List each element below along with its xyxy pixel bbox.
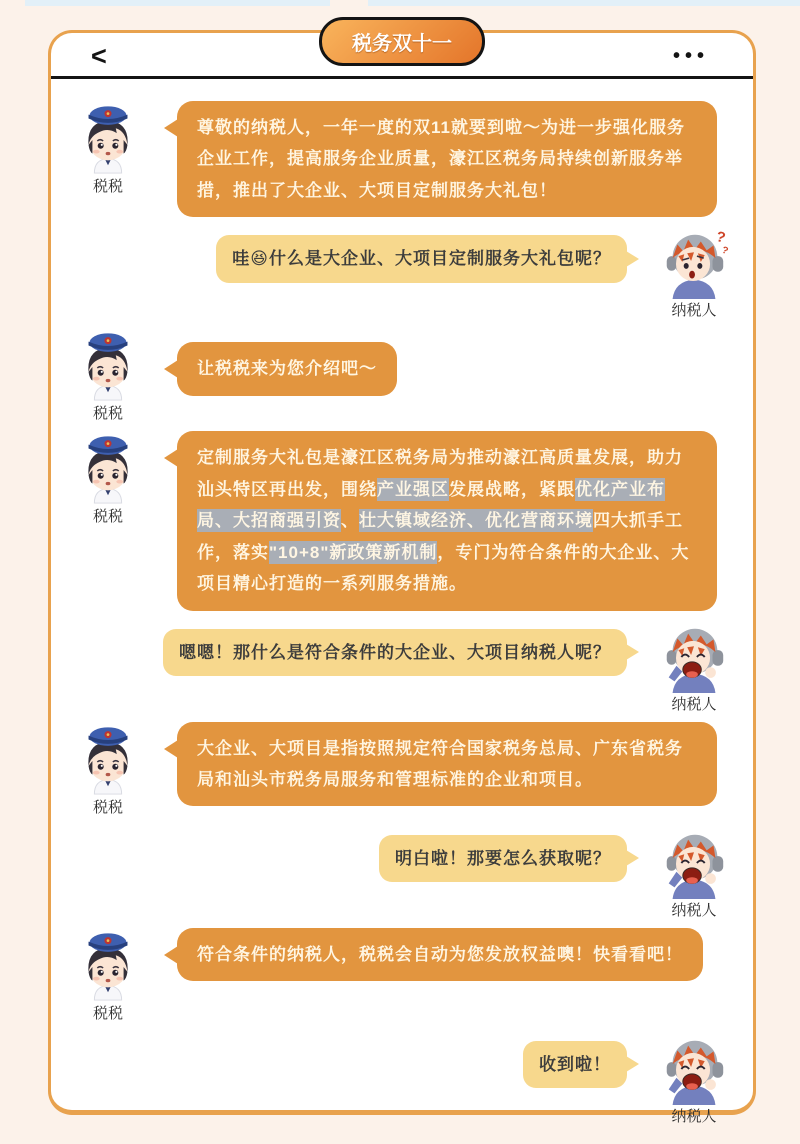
top-edge-artifact-left <box>25 0 330 6</box>
tax-officer-avatar <box>63 328 153 423</box>
chat-bubble <box>177 101 717 217</box>
avatar-label: 纳税人 <box>671 1107 717 1125</box>
taxpayer-avatar <box>649 825 739 920</box>
taxpayer-avatar-icon <box>658 1031 730 1105</box>
avatar-label: 纳税人 <box>671 695 717 713</box>
message-text: 收到啦！ <box>539 1054 611 1074</box>
tax-officer-avatar <box>63 928 153 1023</box>
message-text: ，专门为符合条件的大企业、大项目精心打造的一系列服务措施。 <box>197 542 690 594</box>
message-text: 四大抓手工作，落实 <box>197 511 683 562</box>
tax-officer-avatar-icon <box>72 328 144 402</box>
highlighted-text: 产业强区 <box>377 479 449 499</box>
message-text: 符合条件的纳税人，税税会自动为您发放权益噢！快看看吧！ <box>197 944 683 964</box>
chat-bubble <box>163 629 627 676</box>
message-list <box>51 79 753 1144</box>
message-row <box>63 431 739 610</box>
taxpayer-avatar-icon <box>658 825 730 899</box>
message-text: 尊敬的纳税人，一年一度的双11就要到啦～为进一步强化服务企业工作，提高服务企业质量，濠江区税务局持续创新服务举措，推出了大企业、大项目定制服务大礼包！ <box>197 118 685 200</box>
taxpayer-avatar-icon <box>658 619 730 693</box>
tax-officer-avatar-icon <box>72 722 144 796</box>
taxpayer-avatar <box>649 619 739 714</box>
message-text: 明白啦！那要怎么获取呢？ <box>395 848 611 868</box>
back-button[interactable]: < <box>91 41 107 71</box>
avatar-label: 税税 <box>92 405 123 423</box>
message-text: 让税税来为您介绍吧～ <box>197 359 377 379</box>
message-row <box>63 825 739 920</box>
chat-bubble <box>177 431 717 610</box>
message-row <box>63 722 739 817</box>
tax-officer-avatar-icon <box>72 101 144 175</box>
message-text: 嗯嗯！那什么是符合条件的大企业、大项目纳税人呢？ <box>179 642 611 662</box>
chat-bubble <box>379 835 627 882</box>
avatar-label: 税税 <box>92 508 123 526</box>
message-row <box>63 928 739 1023</box>
avatar-label: 纳税人 <box>671 901 717 919</box>
taxpayer-avatar-icon <box>658 225 730 299</box>
message-row <box>63 328 739 423</box>
message-text: 哇😆什么是大企业、大项目定制服务大礼包呢？ <box>232 249 611 269</box>
chat-bubble <box>177 342 397 395</box>
svg-text:?: ? <box>714 229 727 247</box>
chat-bubble <box>177 722 717 807</box>
avatar-label: 纳税人 <box>671 302 717 320</box>
page-title: 税务双十一 <box>319 17 485 66</box>
taxpayer-avatar <box>649 1031 739 1126</box>
message-text: 定制服务大礼包是濠江区税务局为推动濠江高质量发展，助力汕头特区再出发，围绕 <box>197 448 683 499</box>
tax-officer-avatar <box>63 431 153 526</box>
highlighted-text: 优化产业布局、大招商强引资 <box>197 479 665 531</box>
message-row <box>63 225 739 320</box>
avatar-label: 税税 <box>92 798 123 816</box>
more-menu-button[interactable]: ••• <box>672 45 709 67</box>
message-row <box>63 619 739 714</box>
message-row <box>63 1031 739 1126</box>
chat-bubble <box>216 235 627 282</box>
tax-officer-avatar-icon <box>72 431 144 505</box>
message-row <box>63 101 739 217</box>
taxpayer-avatar <box>649 225 739 320</box>
avatar-label: 税税 <box>92 1004 123 1022</box>
message-text: 大企业、大项目是指按照规定符合国家税务总局、广东省税务局和汕头市税务局服务和管理标准的企业和项目。 <box>197 738 683 789</box>
chat-card <box>48 30 756 1125</box>
chat-bubble <box>523 1041 627 1088</box>
tax-officer-avatar <box>63 722 153 817</box>
chat-bubble <box>177 928 703 981</box>
tax-officer-avatar-icon <box>72 928 144 1002</box>
svg-text:?: ? <box>720 245 730 258</box>
tax-officer-avatar <box>63 101 153 196</box>
highlighted-text: 壮大镇域经济、优化营商环境 <box>359 511 593 531</box>
avatar-label: 税税 <box>92 178 123 195</box>
message-text: 、 <box>341 511 359 531</box>
highlighted-text: "10+8"新政策新机制 <box>269 542 438 562</box>
message-text: 发展战略，紧跟 <box>449 479 575 499</box>
top-edge-artifact-right <box>368 0 800 6</box>
chat-header <box>51 33 753 79</box>
